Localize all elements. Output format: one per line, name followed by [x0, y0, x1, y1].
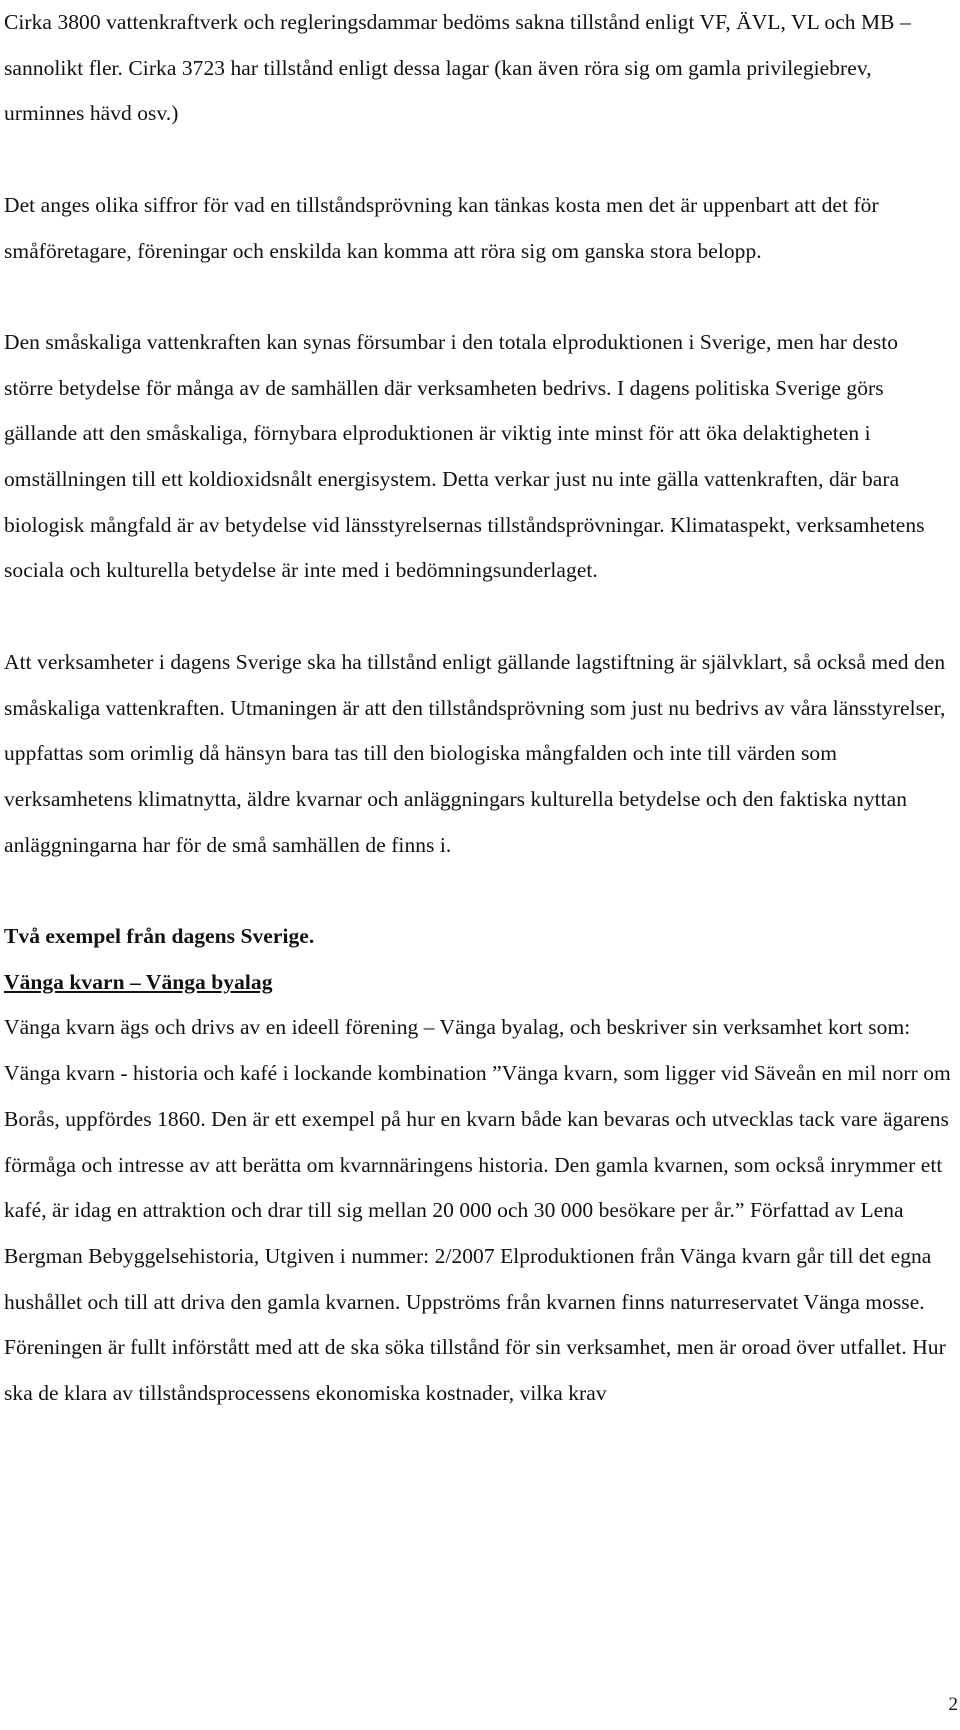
paragraph-permit-costs: Det anges olika siffror för vad en tillståndsprövning kan tänkas kosta men det är uppenbart att det för småföretagare, föreningar och enskilda kan komma att röra sig om ganska stora belopp. — [4, 192, 879, 263]
paragraph-permit-challenge: Att verksamheter i dagens Sverige ska ha tillstånd enligt gällande lagstiftning är självklart, så också med den småskaliga vattenkraften. Utmaningen är att den tillståndsprövning som just nu bedrivs av våra länsstyrelser, uppfattas som orimlig då hänsyn bara tas till den biologiska mångfalden och inte till värden som verksamhetens klimatnytta, äldre kvarnar och anläggningars kulturella betydelse och den faktiska nyttan anläggningarna har för de små samhällen de finns i. — [4, 649, 946, 857]
paragraph-unlicensed-plants: Cirka 3800 vattenkraftverk och regleringsdammar bedöms sakna tillstånd enligt VF, ÄVL, VL och MB – sannolikt fler. Cirka 3723 har tillstånd enligt dessa lagar (kan även röra sig om gamla privilegiebrev, urminnes hävd osv.) — [4, 10, 911, 126]
section-heading: Två exempel från dagens Sverige. — [4, 924, 315, 948]
paragraph-small-scale-hydropower: Den småskaliga vattenkraften kan synas försumbar i den totala elproduktionen i Sverige, men har desto större betydelse för många av de samhällen där verksamheten bedrivs. I dagens politiska Sverige görs gällande att den småskaliga, förnybara elproduktionen är viktig inte minst för att öka delaktigheten i omställningen till ett koldioxidsnålt energisystem. Detta verkar just nu inte gälla vattenkraften, där bara biologisk mångfald är av betydelse vid länsstyrelsernas tillståndsprövningar. Klimataspekt, verksamhetens sociala och kulturella betydelse är inte med i bedömningsunderlaget. — [4, 329, 925, 583]
paragraph-vanga-kvarn: Vänga kvarn ägs och drivs av en ideell förening – Vänga byalag, och beskriver sin verksamhet kort som: Vänga kvarn - historia och kafé i lockande kombination ”Vänga kvarn, som ligger vid Säveån en mil norr om Borås, uppfördes 1860. Den är ett exempel på hur en kvarn både kan bevaras och utvecklas tack vare ägarens förmåga och intresse av att berätta om kvarnnäringens historia. Den gamla kvarnen, som också inrymmer ett kafé, är idag en attraktion och drar till sig mellan 20 000 och 30 000 besökare per år.” Författad av Lena Bergman Bebyggelsehistoria, Utgiven i nummer: 2/2007 Elproduktionen från Vänga kvarn går till det egna hushållet och till att driva den gamla kvarnen. Uppströms från kvarnen finns naturreservatet Vänga mosse. Föreningen är fullt införstått med att de ska söka tillstånd för sin verksamhet, men är oroad över utfallet. Hur ska de klara av tillståndsprocessens ekonomiska kostnader, vilka krav — [4, 1015, 951, 1406]
subsection-heading: Vänga kvarn – Vänga byalag — [4, 969, 273, 994]
page-number: 2 — [948, 1694, 958, 1715]
document-body — [4, 0, 952, 1417]
